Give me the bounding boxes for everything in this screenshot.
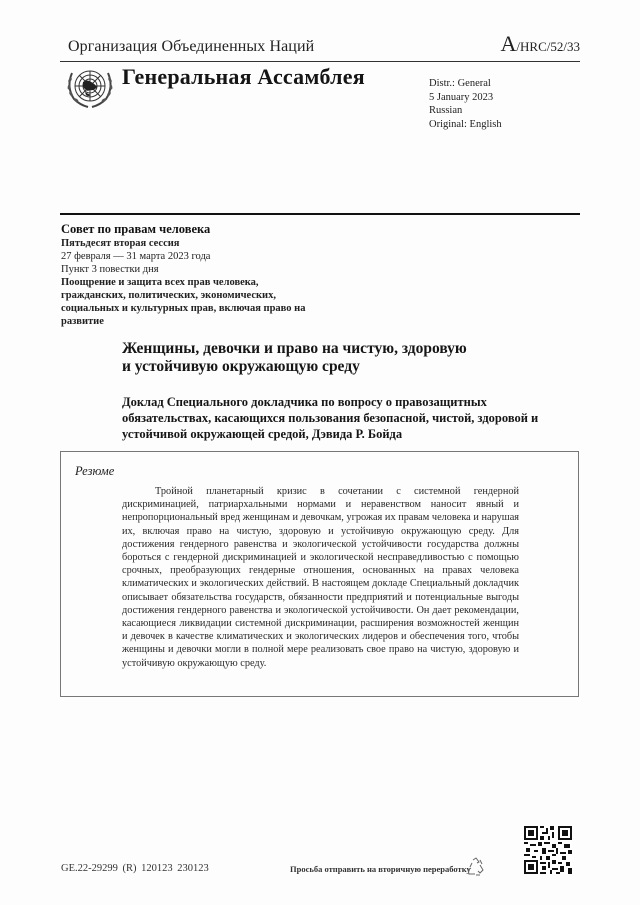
symbol-code: /HRC/52/33 <box>516 39 580 54</box>
session-name: Пятьдесят вторая сессия <box>61 238 180 249</box>
distribution-block <box>429 77 502 131</box>
qr-code-icon <box>524 826 572 874</box>
symbol-letter: A <box>500 31 517 56</box>
body-title: Генеральная Ассамблея <box>122 64 365 89</box>
document-language: Russian <box>429 105 463 116</box>
original-language: Original: English <box>429 118 502 130</box>
document-symbol <box>501 33 580 55</box>
agenda-item: Пункт 3 повестки дня <box>61 264 159 275</box>
document-subtitle: Доклад Специального докладчика по вопросу о правозащитных обязательствах, касающихся пользования безопасной, чистой, здоровой и устойчивой окружающей средой, Дэвида Р. Бойда <box>122 395 539 441</box>
session-dates: 27 февраля — 31 марта 2023 года <box>61 251 211 262</box>
document-title-line2: и устойчивую окружающую среду <box>122 358 360 375</box>
agenda-title: Поощрение и защита всех прав человека, гражданских, политических, экономических, социальных и культурных прав, включая право на развитие <box>61 277 306 327</box>
session-info <box>61 221 321 328</box>
summary-heading: Резюме <box>75 464 115 478</box>
recycle-note: Просьба отправить на вторичную переработку <box>290 864 471 874</box>
organization-name: Организация Объединенных Наций <box>68 38 315 55</box>
document-date: 5 January 2023 <box>429 91 494 103</box>
header-divider <box>60 61 580 62</box>
document-title <box>122 340 522 376</box>
summary-text: Тройной планетарный кризис в сочетании с системной гендерной дискриминацией, патриархальными нормами и неравенством наносит явный и непропорциональный вред женщинам и девочкам, угрожая их правам человека и нарушая их, включая право на чистую, здоровую и устойчивую окружающую среду. Для достижения гендерного равенства и экологической устойчивости государства должны бороться с гендерной дискриминацией и экологической несправедливостью с помощью срочных, преобразующих гендерные отношения, основанных на правах человека климатических и экологических действий. В настоящем докладе Специальный докладчик описывает обязательства государств, обязанности предприятий и потенциальные выгоды достижения гендерного равенства и экологической устойчивости. Он дает рекомендации, касающиеся ликвидации системной дискриминации, расширения возможностей женщин и девочек в качестве климатических и экологических лидеров и обеспечения того, чтобы женщины и девочки могли в полной мере реализовать свое право на чистую, здоровую и устойчивую окружающую среду. <box>122 486 519 669</box>
recycle-icon <box>465 856 487 878</box>
council-name: Совет по правам человека <box>61 222 211 236</box>
document-job-number: GE.22-29299 (R) 120123 230123 <box>61 863 209 874</box>
document-title-line1: Женщины, девочки и право на чистую, здоровую <box>122 340 467 357</box>
distribution-type: Distr.: General <box>429 78 491 89</box>
header-thick-divider <box>60 213 580 215</box>
un-emblem-icon <box>64 65 116 109</box>
